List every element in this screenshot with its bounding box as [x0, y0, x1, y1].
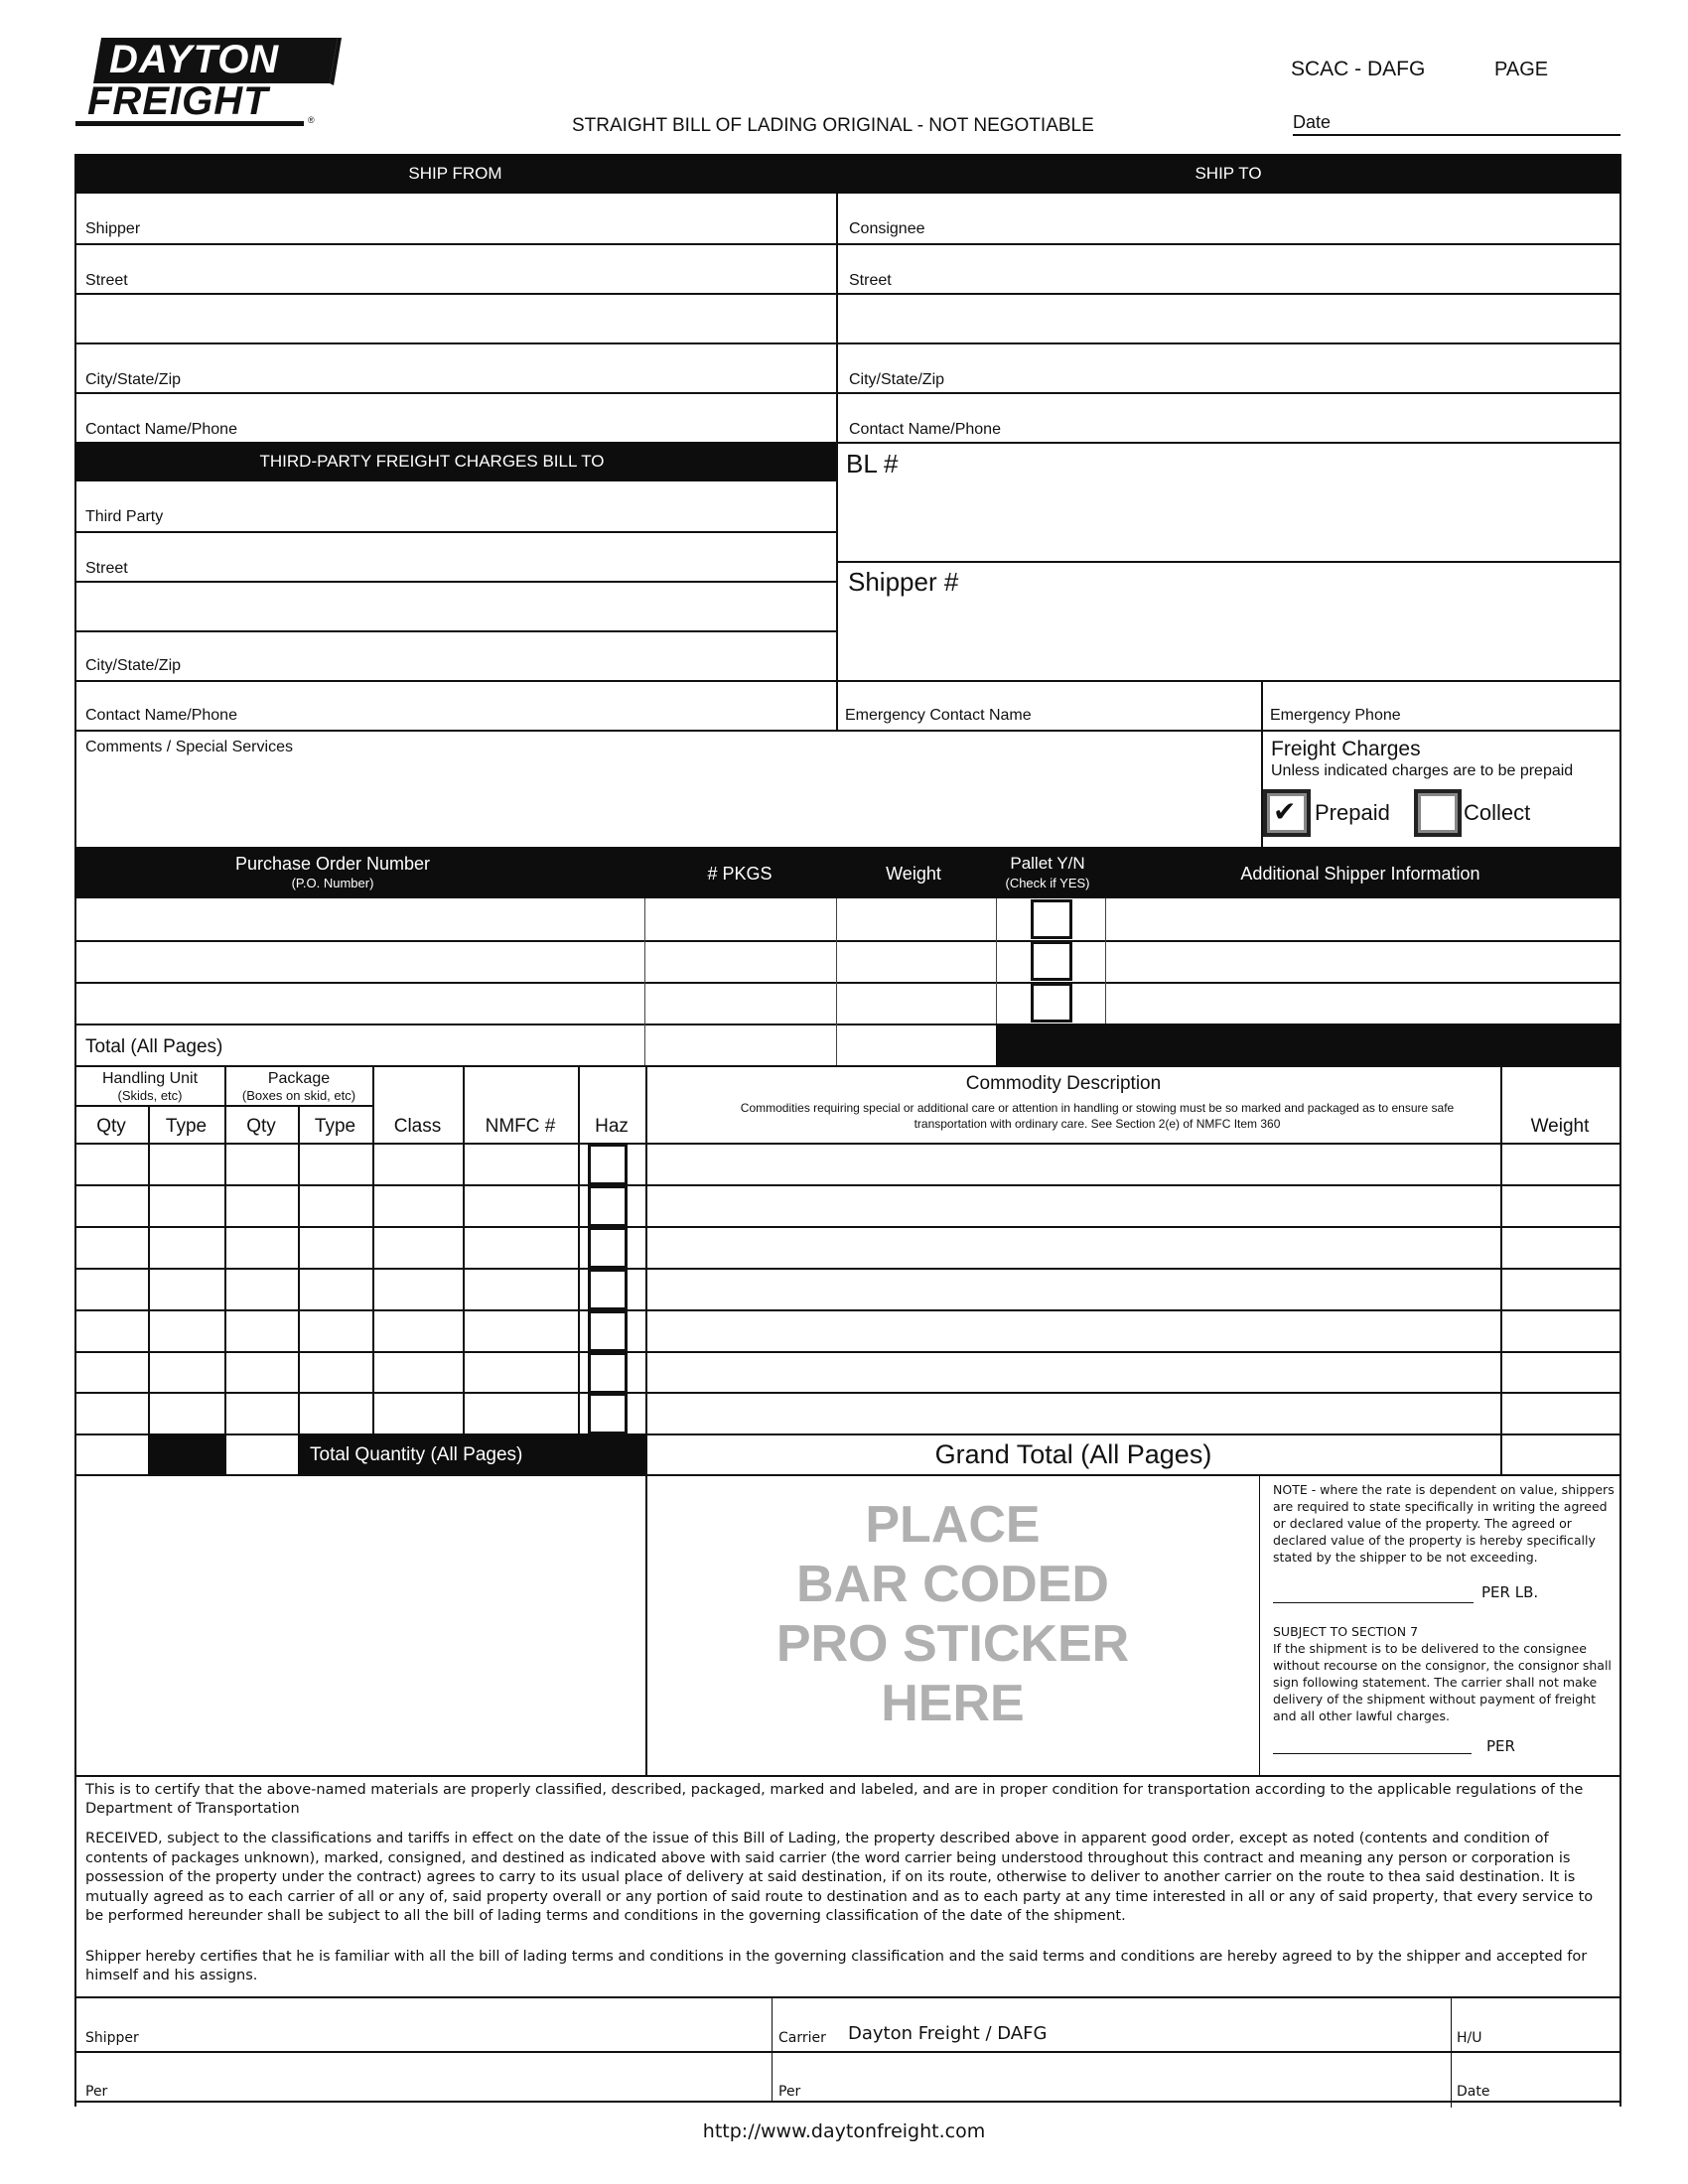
col-line — [836, 898, 837, 1065]
row-line — [74, 342, 1620, 344]
date-label: Date — [1293, 112, 1332, 132]
ship-from-street2-input[interactable] — [85, 298, 829, 340]
sig-carrier-per-input[interactable] — [809, 2055, 1449, 2099]
haz-checkbox[interactable] — [588, 1393, 628, 1434]
commodity-nmfc-input[interactable] — [467, 1146, 578, 1183]
commodity-hu-qty-input[interactable] — [78, 1229, 148, 1267]
po-row-po-input[interactable] — [81, 901, 641, 939]
pallet-checkbox[interactable] — [1031, 899, 1072, 939]
commodity-pkg-type-input[interactable] — [302, 1271, 372, 1308]
ship-from-street-input[interactable] — [179, 248, 828, 290]
po-table-header — [74, 847, 1620, 898]
third-party-city-label: City/State/Zip — [85, 657, 182, 674]
po-row-pkgs-input[interactable] — [650, 985, 833, 1023]
haz-checkbox[interactable] — [588, 1352, 628, 1394]
commodity-nmfc-input[interactable] — [467, 1271, 578, 1308]
commodity-pkg-type-input[interactable] — [302, 1312, 372, 1350]
sig-shipper-label: Shipper — [85, 2030, 139, 2046]
row-line — [74, 1105, 372, 1107]
ship-to-city-input[interactable] — [963, 347, 1613, 389]
collect-checkbox[interactable] — [1414, 789, 1462, 837]
handling-unit-header: Handling Unit — [101, 1070, 199, 1087]
ship-to-contact-input[interactable] — [1013, 397, 1613, 439]
date-field[interactable] — [1342, 107, 1615, 135]
section7-per-input[interactable] — [1273, 1727, 1476, 1753]
commodity-hu-qty-input[interactable] — [78, 1187, 148, 1225]
commodity-nmfc-input[interactable] — [467, 1354, 578, 1392]
ship-from-contact-input[interactable] — [248, 397, 828, 439]
total-hu-type-blackout — [148, 1433, 224, 1474]
commodity-class-input[interactable] — [376, 1395, 463, 1433]
commodity-pkg-type-input[interactable] — [302, 1354, 372, 1392]
sticker-line-2: BAR CODED — [796, 1556, 1109, 1613]
commodity-description-input[interactable] — [649, 1395, 1500, 1433]
commodity-weight-input[interactable] — [1504, 1146, 1619, 1183]
dayton-freight-logo — [73, 36, 342, 127]
section7-per-label: PER — [1486, 1737, 1515, 1755]
ship-to-consignee-label: Consignee — [849, 220, 925, 237]
po-total-label: Total (All Pages) — [85, 1036, 223, 1057]
po-row-po-input[interactable] — [81, 985, 641, 1023]
third-party-header — [74, 442, 836, 481]
third-party-contact-label: Contact Name/Phone — [85, 707, 237, 724]
handling-unit-subheader: (Skids, etc) — [117, 1088, 183, 1103]
col-line — [996, 898, 997, 1024]
po-row-weight-input[interactable] — [842, 943, 995, 981]
emergency-contact-label: Emergency Contact Name — [845, 707, 1032, 724]
commodity-class-input[interactable] — [376, 1271, 463, 1308]
commodity-hu-qty-input[interactable] — [78, 1146, 148, 1183]
logo-line1: DAYTON — [109, 38, 280, 81]
ship-from-contact-label: Contact Name/Phone — [85, 421, 237, 438]
row-line — [74, 1065, 1620, 1067]
commodity-weight-input[interactable] — [1504, 1312, 1619, 1350]
po-total-pkgs-input[interactable] — [650, 1027, 833, 1063]
weight-header-label: Weight — [886, 864, 941, 884]
ship-from-street-label: Street — [85, 272, 128, 289]
row-line — [836, 561, 1620, 563]
sig-carrier-per-label: Per — [778, 2084, 801, 2100]
row-line — [74, 1474, 1620, 1476]
sig-shipper-input[interactable] — [149, 2001, 769, 2049]
grand-total-weight-input[interactable] — [1505, 1437, 1618, 1473]
nmfc-header: NMFC # — [485, 1116, 556, 1137]
section7-underline — [1273, 1753, 1472, 1754]
commodity-pkg-qty-input[interactable] — [228, 1229, 298, 1267]
commodity-hu-type-input[interactable] — [152, 1271, 224, 1308]
po-header-label: Purchase Order Number — [234, 854, 431, 874]
row-line — [74, 1143, 1620, 1145]
value-note-text: NOTE - where the rate is dependent on value, shippers are required to state specifically in writing the agreed or declared value of the property. The agreed or declared value of the property is hereby specifically stated by the shipper to be not exceeding. — [1273, 1482, 1615, 1565]
po-row-info-input[interactable] — [1112, 985, 1618, 1023]
commodity-hu-type-input[interactable] — [152, 1312, 224, 1350]
shipper-number-label: Shipper # — [848, 567, 959, 597]
commodity-hu-qty-input[interactable] — [78, 1395, 148, 1433]
sig-per-label: Per — [85, 2084, 108, 2100]
row-line — [74, 1775, 1620, 1777]
commodity-class-input[interactable] — [376, 1187, 463, 1225]
commodity-hu-qty-input[interactable] — [78, 1354, 148, 1392]
commodity-nmfc-input[interactable] — [467, 1312, 578, 1350]
commodity-description-input[interactable] — [649, 1312, 1500, 1350]
certify-text: This is to certify that the above-named materials are properly classified, described, packaged, marked and labeled, and are in proper condition for transportation according to the applicable regulations of the Department of Transportation — [85, 1782, 1584, 1817]
pkg-qty-header: Qty — [246, 1116, 276, 1137]
total-pkg-qty-input[interactable] — [229, 1437, 297, 1473]
row-line — [74, 982, 1620, 984]
sig-divider-1 — [772, 1996, 773, 2102]
commodity-pkg-qty-input[interactable] — [228, 1271, 298, 1308]
third-party-street2-input[interactable] — [85, 586, 829, 627]
additional-info-header-label: Additional Shipper Information — [1240, 864, 1480, 884]
third-party-name-input[interactable] — [189, 486, 828, 528]
commodity-hu-type-input[interactable] — [152, 1395, 224, 1433]
section7-text: If the shipment is to be delivered to the consignee without recourse on the consignor, the consignor shall sign following statement. The carrier shall not make delivery of the shipment without payment of freight and all other lawful charges. — [1273, 1641, 1612, 1723]
ship-to-consignee-input[interactable] — [943, 199, 1613, 240]
freight-charges-title: Freight Charges — [1271, 738, 1421, 760]
pkg-type-header: Type — [314, 1116, 356, 1137]
ship-to-street-label: Street — [849, 272, 892, 289]
third-party-title: THIRD-PARTY FREIGHT CHARGES BILL TO — [259, 452, 605, 471]
col-line — [463, 1065, 465, 1433]
hu-qty-header: Qty — [96, 1116, 126, 1137]
commodity-nmfc-input[interactable] — [467, 1395, 578, 1433]
package-header: Package — [267, 1070, 331, 1087]
ship-from-title: SHIP FROM — [408, 164, 502, 183]
row-line — [74, 392, 1620, 394]
shipper-number-input[interactable] — [846, 606, 1615, 677]
commodity-weight-input[interactable] — [1504, 1271, 1619, 1308]
sticker-line-4: HERE — [881, 1675, 1025, 1732]
po-row-pkgs-input[interactable] — [650, 901, 833, 939]
col-line — [372, 1065, 374, 1474]
emergency-phone-label: Emergency Phone — [1270, 707, 1401, 724]
hu-type-header: Type — [165, 1116, 208, 1137]
bl-number-input[interactable] — [846, 486, 1615, 558]
class-header: Class — [393, 1116, 442, 1137]
commodity-description-input[interactable] — [649, 1354, 1500, 1392]
ship-to-contact-label: Contact Name/Phone — [849, 421, 1001, 438]
pallet-header-label: Pallet Y/N — [1010, 854, 1085, 873]
po-total-blackout — [996, 1024, 1620, 1065]
lower-left-notes-area[interactable] — [79, 1479, 644, 1773]
po-row-po-input[interactable] — [81, 943, 641, 981]
haz-checkbox[interactable] — [588, 1227, 628, 1269]
received-text: RECEIVED, subject to the classifications and tariffs in effect on the date of the issue of this Bill of Lading, the property described above in apparent good order, except as noted (contents and condition of contents of packages unknown), marked, consigned, and destined as indicated above with said carrier (the word carrier being understood throughout this contract and meaning any person or corporation is possession of the property under the contract) agrees to carry to its usual place of delivery at said destination, if on its route, otherwise to deliver to another carrier on the route to thea said destination. It is mutually agreed as to each carrier of all or any of, said property overall or any portion of said route to destination and as to each party at any time interested in all or any of said property, that every service to be performed hereunder shall be subject to all the bill of lading terms and conditions in the governing classification of the date of the shipment. — [85, 1831, 1594, 1924]
haz-checkbox[interactable] — [588, 1269, 628, 1310]
prepaid-checkbox[interactable] — [1263, 789, 1311, 837]
scac-code: SCAC - DAFG — [1291, 58, 1426, 80]
row-line — [74, 1184, 1620, 1186]
commodity-hu-qty-input[interactable] — [78, 1271, 148, 1308]
note-divider — [1259, 1474, 1260, 1775]
third-party-street-input[interactable] — [179, 536, 828, 578]
sig-hu-label: H/U — [1457, 2030, 1482, 2046]
commodity-hu-type-input[interactable] — [152, 1187, 224, 1225]
sticker-line-3: PRO STICKER — [775, 1615, 1130, 1673]
po-row-info-input[interactable] — [1112, 901, 1618, 939]
date-underline — [1293, 134, 1620, 136]
col-line — [224, 1065, 226, 1474]
third-party-city-input[interactable] — [199, 635, 828, 677]
emergency-phone-input[interactable] — [1270, 685, 1617, 709]
commodity-nmfc-input[interactable] — [467, 1187, 578, 1225]
row-line — [74, 680, 1620, 682]
haz-header: Haz — [595, 1116, 629, 1137]
col-line — [298, 1105, 300, 1474]
sig-carrier-label: Carrier — [778, 2030, 826, 2046]
po-header-sublabel: (P.O. Number) — [291, 876, 374, 890]
freight-charges-subtitle: Unless indicated charges are to be prepaid — [1271, 762, 1574, 779]
pkgs-header-label: # PKGS — [707, 864, 773, 884]
total-quantity-bar — [298, 1433, 645, 1474]
section7-title: SUBJECT TO SECTION 7 — [1273, 1624, 1419, 1639]
sticker-line-1: PLACE — [865, 1496, 1041, 1554]
col-line — [578, 1065, 580, 1433]
commodity-hu-qty-input[interactable] — [78, 1312, 148, 1350]
col-line — [1500, 1065, 1502, 1474]
checkmark-icon: ✔ — [1273, 795, 1297, 828]
commodity-pkg-qty-input[interactable] — [228, 1187, 298, 1225]
emergency-contact-input[interactable] — [845, 685, 1256, 709]
commodity-pkg-type-input[interactable] — [302, 1395, 372, 1433]
prepaid-label: Prepaid — [1315, 800, 1390, 825]
logo-line2: FREIGHT — [87, 79, 269, 123]
pallet-header-sublabel: (Check if YES) — [1005, 876, 1090, 890]
ship-divider — [836, 194, 838, 730]
comments-label: Comments / Special Services — [85, 739, 293, 755]
ship-from-shipper-input[interactable] — [179, 199, 828, 240]
total-hu-qty-input[interactable] — [79, 1437, 147, 1473]
row-line — [74, 940, 1620, 942]
ship-to-title: SHIP TO — [1195, 164, 1262, 183]
commodity-description-note: Commodities requiring special or additional care or attention in handling or stowing must be so marked and packaged as to ensure safe transportation with ordinary care. See Section 2(e) of NMFC Item 360 — [740, 1101, 1455, 1131]
package-subheader: (Boxes on skid, etc) — [241, 1088, 356, 1103]
commodity-pkg-qty-input[interactable] — [228, 1395, 298, 1433]
ship-from-city-label: City/State/Zip — [85, 371, 182, 388]
commodity-nmfc-input[interactable] — [467, 1229, 578, 1267]
col-line — [148, 1105, 150, 1474]
row-line — [74, 531, 836, 533]
commodity-class-input[interactable] — [376, 1354, 463, 1392]
haz-checkbox[interactable] — [588, 1310, 628, 1352]
po-row-info-input[interactable] — [1112, 943, 1618, 981]
shipper-certifies-text: Shipper hereby certifies that he is familiar with all the bill of lading terms and conditions in the governing classification and the said terms and conditions are hereby agreed to by the shipper and accepted for himself and his assigns. — [85, 1949, 1588, 1983]
ship-to-street2-input[interactable] — [849, 298, 1613, 340]
haz-checkbox[interactable] — [588, 1185, 628, 1227]
ship-to-city-label: City/State/Zip — [849, 371, 945, 388]
row-line — [74, 1996, 1620, 1998]
row-line — [74, 730, 1620, 732]
haz-checkbox[interactable] — [588, 1144, 628, 1185]
row-line — [74, 1226, 1620, 1228]
sig-shipper-per-input[interactable] — [119, 2055, 769, 2099]
commodity-class-input[interactable] — [376, 1312, 463, 1350]
po-row-weight-input[interactable] — [842, 901, 995, 939]
sig-hu-input[interactable] — [1489, 2001, 1618, 2049]
col-line — [1105, 898, 1106, 1024]
row-line — [74, 2051, 1620, 2053]
page-field[interactable] — [1559, 56, 1622, 83]
commodity-hu-type-input[interactable] — [152, 1229, 224, 1267]
row-line — [74, 2101, 1620, 2103]
pro-sticker-placeholder — [646, 1495, 1259, 1733]
bl-number-label: BL # — [846, 449, 899, 478]
col-line — [644, 898, 645, 1065]
commodity-weight-input[interactable] — [1504, 1354, 1619, 1392]
sig-date-label: Date — [1457, 2084, 1490, 2100]
commodity-weight-input[interactable] — [1504, 1229, 1619, 1267]
document-title: STRAIGHT BILL OF LADING ORIGINAL - NOT NEGOTIABLE — [572, 115, 1094, 136]
comments-input[interactable] — [85, 762, 1251, 846]
commodity-weight-header: Weight — [1530, 1116, 1590, 1137]
commodity-pkg-type-input[interactable] — [302, 1229, 372, 1267]
commodity-pkg-type-input[interactable] — [302, 1146, 372, 1183]
pallet-checkbox[interactable] — [1031, 941, 1072, 981]
footer-url[interactable]: http://www.daytonfreight.com — [702, 2120, 986, 2142]
commodity-hu-type-input[interactable] — [152, 1146, 224, 1183]
row-line — [74, 630, 836, 632]
page-label: PAGE — [1494, 59, 1549, 80]
row-line — [74, 243, 1620, 245]
row-line — [74, 1309, 1620, 1311]
value-per-lb-input[interactable] — [1273, 1576, 1476, 1602]
commodity-pkg-qty-input[interactable] — [228, 1354, 298, 1392]
ship-from-city-input[interactable] — [199, 347, 828, 389]
commodity-description-input[interactable] — [649, 1146, 1500, 1183]
po-row-weight-input[interactable] — [842, 985, 995, 1023]
frame-right — [1619, 154, 1621, 2107]
commodity-pkg-qty-input[interactable] — [228, 1312, 298, 1350]
pallet-checkbox[interactable] — [1031, 983, 1072, 1023]
commodity-pkg-type-input[interactable] — [302, 1187, 372, 1225]
logo-registered: ® — [308, 115, 315, 125]
commodity-pkg-qty-input[interactable] — [228, 1146, 298, 1183]
sig-date-input[interactable] — [1494, 2055, 1618, 2099]
commodity-class-input[interactable] — [376, 1229, 463, 1267]
sig-carrier-value: Dayton Freight / DAFG — [848, 2023, 1048, 2044]
third-party-name-label: Third Party — [85, 508, 164, 525]
collect-label: Collect — [1464, 800, 1531, 825]
commodity-class-input[interactable] — [376, 1146, 463, 1183]
commodity-weight-input[interactable] — [1504, 1187, 1619, 1225]
per-lb-label: PER LB. — [1481, 1583, 1539, 1601]
value-underline — [1273, 1602, 1474, 1603]
row-line — [74, 1268, 1620, 1270]
third-party-street-label: Street — [85, 560, 128, 577]
row-line — [74, 293, 1620, 295]
commodity-description-input[interactable] — [649, 1229, 1500, 1267]
ship-from-shipper-label: Shipper — [85, 220, 141, 237]
row-line — [74, 581, 836, 583]
ship-to-street-input[interactable] — [943, 248, 1613, 290]
sig-divider-2 — [1451, 1996, 1452, 2108]
po-row-pkgs-input[interactable] — [650, 943, 833, 981]
row-line — [74, 1351, 1620, 1353]
grand-total-label: Grand Total (All Pages) — [934, 1439, 1212, 1469]
commodity-description-input[interactable] — [649, 1187, 1500, 1225]
po-total-weight-input[interactable] — [842, 1027, 995, 1063]
third-party-contact-input[interactable] — [248, 685, 828, 727]
row-line — [74, 1392, 1620, 1394]
commodity-description-input[interactable] — [649, 1271, 1500, 1308]
commodity-weight-input[interactable] — [1504, 1395, 1619, 1433]
commodity-description-header: Commodity Description — [965, 1073, 1162, 1094]
commodity-hu-type-input[interactable] — [152, 1354, 224, 1392]
total-quantity-label: Total Quantity (All Pages) — [310, 1444, 523, 1465]
ship-section-header — [74, 154, 1620, 194]
